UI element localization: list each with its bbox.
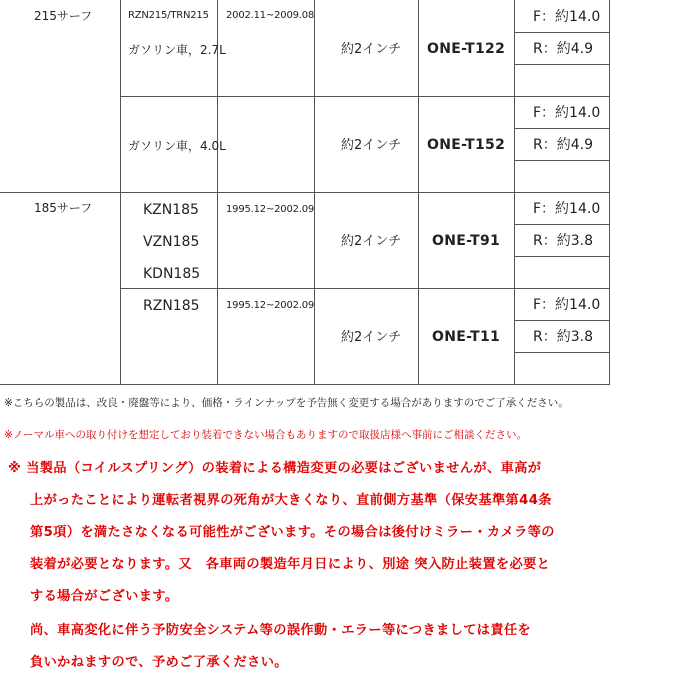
part-code: ONE-T91 bbox=[432, 233, 501, 249]
sub-row-divider bbox=[514, 64, 610, 65]
group-divider bbox=[0, 192, 610, 193]
production-years: 1995.12~2002.09 bbox=[226, 204, 315, 215]
model-code: KZN185 bbox=[143, 202, 199, 218]
production-years: 1995.12~2002.09 bbox=[226, 300, 315, 311]
engine-spec: ガソリン車，4.0L bbox=[128, 139, 226, 153]
consult-dealer-note: ※ノーマル車への取り付けを想定しており装着できない場合もありますので取扱店様へ事前にご相談ください。 bbox=[4, 429, 527, 441]
warning-line: 装着が必要となります。又 各車両の製造年月日により、別途 突入防止装置を必要と bbox=[30, 557, 551, 572]
warning-line: 尚、車高変化に伴う予防安全システム等の誤作動・エラー等につきましては責任を bbox=[30, 623, 532, 638]
front-spring-rate: F：約14.0 bbox=[533, 9, 601, 25]
sub-row-divider bbox=[514, 352, 610, 353]
warning-line: する場合がございます。 bbox=[30, 589, 179, 604]
sub-row-divider bbox=[514, 224, 610, 225]
disclaimer-note: ※こちらの製品は、改良・廃盤等により、価格・ラインナップを予告無く変更する場合がありますのでご了承ください。 bbox=[4, 397, 569, 409]
vehicle-group-name: 215サーフ bbox=[34, 9, 93, 23]
lift-amount: 約2インチ bbox=[341, 330, 402, 345]
warning-line: 負いかねますので、予めご了承ください。 bbox=[30, 655, 288, 670]
front-spring-rate: F：約14.0 bbox=[533, 105, 601, 121]
lift-amount: 約2インチ bbox=[341, 42, 402, 57]
vehicle-group-name: 185サーフ bbox=[34, 201, 93, 215]
sub-row-divider bbox=[514, 128, 610, 129]
model-code: KDN185 bbox=[143, 266, 201, 282]
table-bottom-border bbox=[0, 384, 610, 385]
lift-amount: 約2インチ bbox=[341, 138, 402, 153]
model-code: VZN185 bbox=[143, 234, 200, 250]
front-spring-rate: F：約14.0 bbox=[533, 201, 601, 217]
warning-line: 第5項）を満たさなくなる可能性がございます。その場合は後付けミラー・カメラ等の bbox=[30, 525, 555, 540]
rear-spring-rate: R：約4.9 bbox=[533, 41, 593, 57]
row-divider bbox=[120, 288, 610, 289]
front-spring-rate: F：約14.0 bbox=[533, 297, 601, 313]
rear-spring-rate: R：約4.9 bbox=[533, 137, 593, 153]
part-code: ONE-T11 bbox=[432, 329, 501, 345]
warning-line: ※ 当製品（コイルスプリング）の装着による構造変更の必要はございませんが、車高が bbox=[8, 461, 542, 476]
model-code: RZN215/TRN215 bbox=[128, 10, 209, 21]
part-code: ONE-T122 bbox=[427, 41, 506, 57]
sub-row-divider bbox=[514, 256, 610, 257]
model-code: RZN185 bbox=[143, 298, 200, 314]
rear-spring-rate: R：約3.8 bbox=[533, 329, 593, 345]
sub-row-divider bbox=[514, 32, 610, 33]
sub-row-divider bbox=[514, 320, 610, 321]
part-code: ONE-T152 bbox=[427, 137, 506, 153]
rear-spring-rate: R：約3.8 bbox=[533, 233, 593, 249]
production-years: 2002.11~2009.08 bbox=[226, 10, 315, 21]
lift-amount: 約2インチ bbox=[341, 234, 402, 249]
sub-row-divider bbox=[514, 160, 610, 161]
warning-line: 上がったことにより運転者視界の死角が大きくなり、直前側方基準（保安基準第44条 bbox=[30, 493, 552, 508]
row-divider bbox=[120, 96, 610, 97]
engine-spec: ガソリン車，2.7L bbox=[128, 43, 226, 57]
